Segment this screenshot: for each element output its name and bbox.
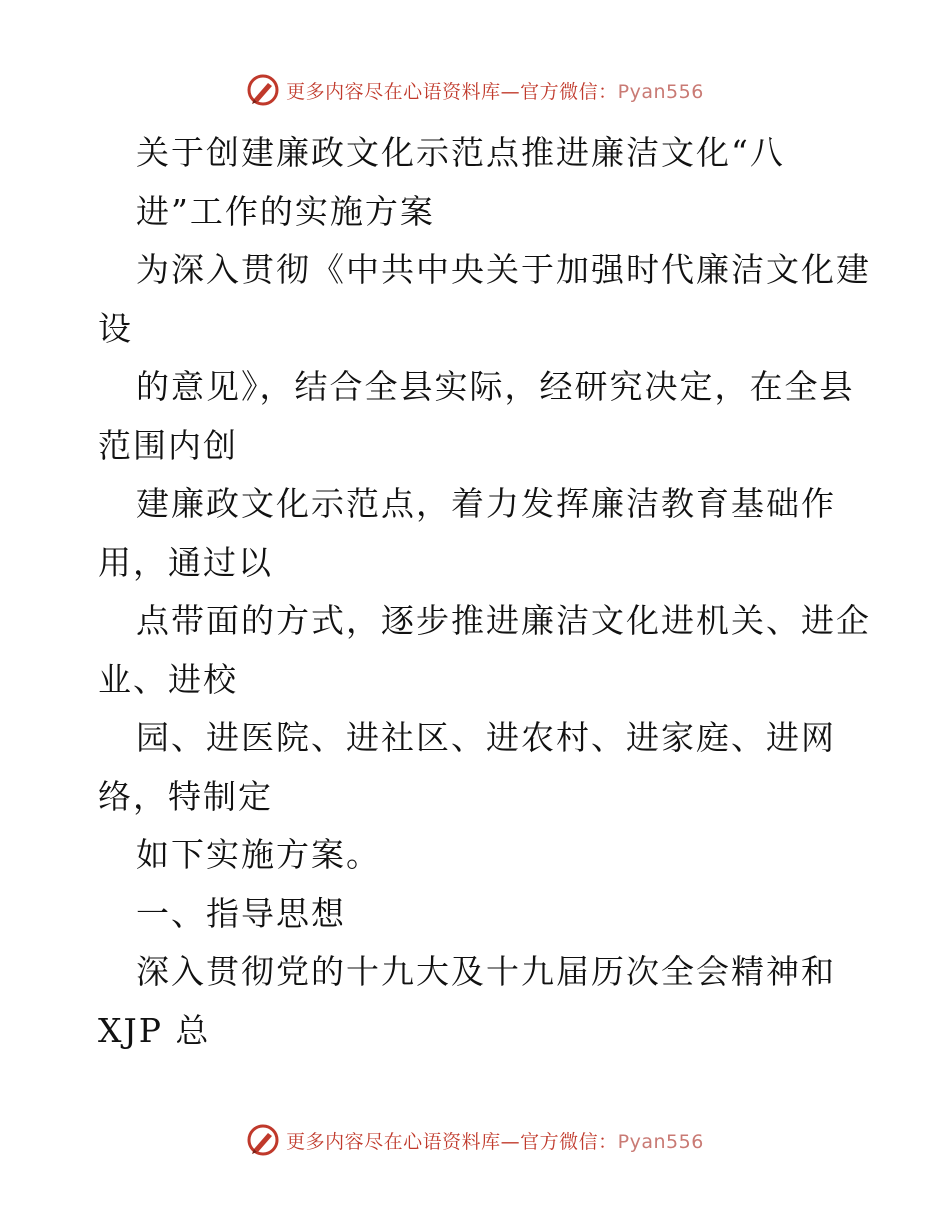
- section-heading: 一、指导思想: [136, 893, 346, 933]
- banner-wechat-id: Pyan556: [617, 1130, 704, 1153]
- text-line: 范围内创: [98, 425, 238, 465]
- text-line: 设: [98, 308, 133, 348]
- text-line: 点带面的方式，逐步推进廉洁文化进机关、进企: [136, 601, 871, 640]
- banner-text: 更多内容尽在心语资料库—官方微信：Pyan556: [286, 1130, 704, 1153]
- text-line: XJP 总: [98, 1010, 211, 1050]
- text-line: 园、进医院、进社区、进农村、进家庭、进网: [136, 718, 836, 757]
- text-line: 建廉政文化示范点，着力发挥廉洁教育基础作: [136, 484, 836, 523]
- text-line: 如下实施方案。: [136, 835, 381, 874]
- pen-logo-icon: [246, 73, 280, 107]
- banner-text: 更多内容尽在心语资料库—官方微信：Pyan556: [286, 80, 704, 103]
- text-line: 业、进校: [98, 659, 238, 699]
- text-line: 为深入贯彻《中共中央关于加强时代廉洁文化建: [136, 250, 871, 289]
- text-line: 进”工作的实施方案: [136, 191, 435, 231]
- banner-wechat-id: Pyan556: [617, 80, 704, 103]
- footer-watermark-banner: [0, 1120, 950, 1160]
- pen-logo-icon: [246, 1123, 280, 1157]
- header-watermark-banner: [0, 70, 950, 110]
- text-line: 络，特制定: [98, 776, 273, 816]
- text-line: 深入贯彻党的十九大及十九届历次全会精神和: [136, 952, 836, 991]
- text-line: 用，通过以: [98, 542, 273, 582]
- text-line: 关于创建廉政文化示范点推进廉洁文化“八: [136, 133, 785, 172]
- document-body: [98, 124, 871, 1060]
- text-line: 的意见》，结合全县实际，经研究决定，在全县: [136, 367, 855, 406]
